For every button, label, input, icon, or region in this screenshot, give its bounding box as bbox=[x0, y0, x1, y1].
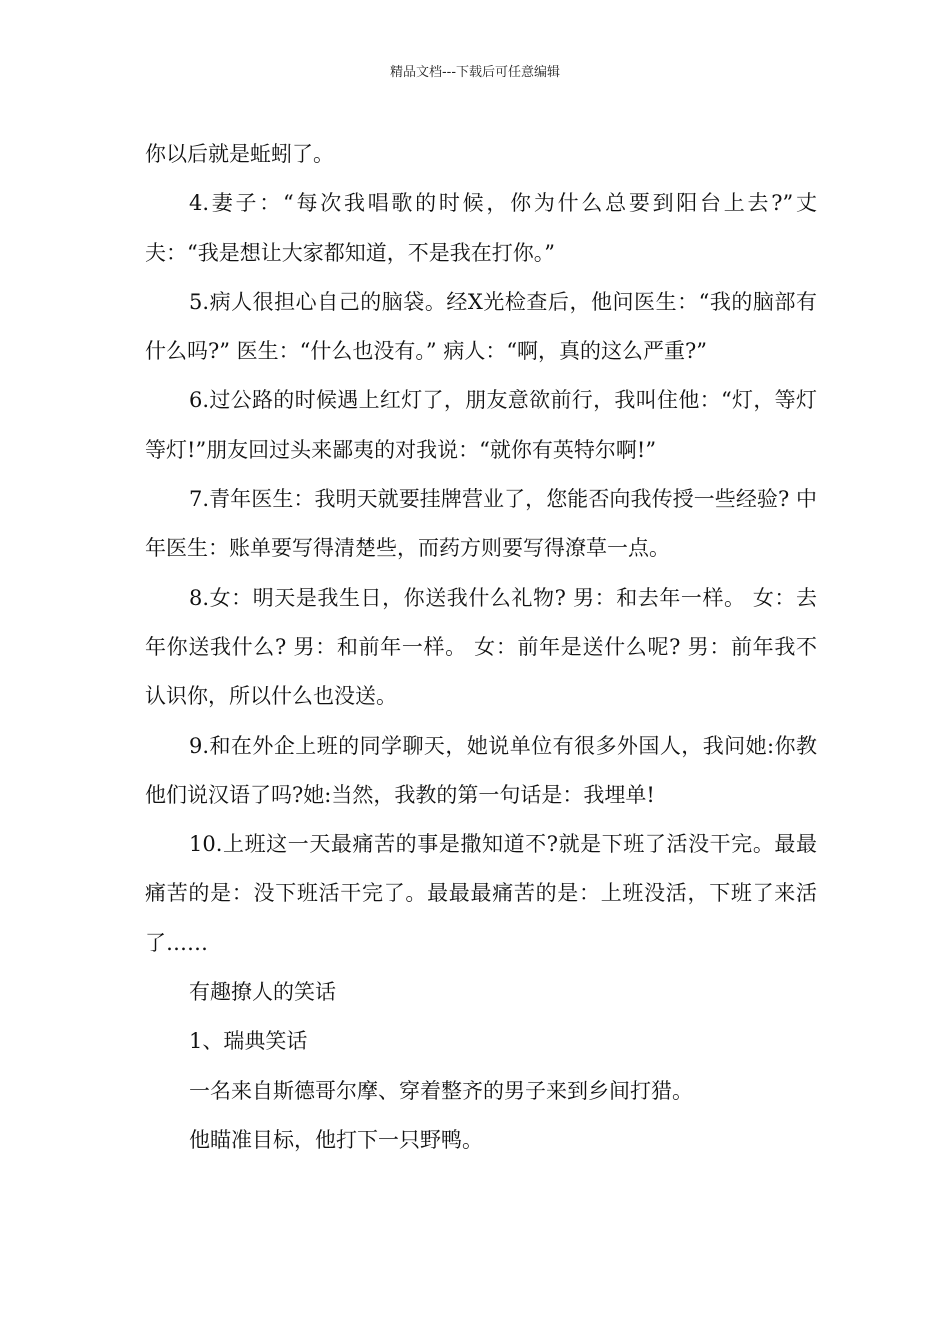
story-paragraph: 一名来自斯德哥尔摩、穿着整齐的男子来到乡间打猎。 bbox=[189, 1078, 693, 1103]
paragraph-continuation: 你以后就是蚯蚓了。 bbox=[145, 142, 334, 166]
story-paragraph: 他瞄准目标，他打下一只野鸭。 bbox=[189, 1127, 483, 1152]
joke-10: 10.上班这一天最痛苦的事是撒知道不?就是下班了活没干完。最最痛苦的是：没下班活干完了。最最最痛苦的是：上班没活，下班了来活了…… bbox=[145, 832, 817, 955]
joke-9: 9.和在外企上班的同学聊天，她说单位有很多外国人，我问她:你教他们说汉语了吗?她:当然，我教的第一句话是：我埋单! bbox=[145, 733, 817, 807]
document-body bbox=[145, 130, 817, 1165]
section-heading: 有趣撩人的笑话 bbox=[189, 980, 336, 1005]
joke-4: 4.妻子：“每次我唱歌的时候，你为什么总要到阳台上去?”丈夫：“我是想让大家都知道，不是我在打你。” bbox=[145, 191, 817, 265]
page-header: 精品文档---下载后可任意编辑 bbox=[389, 65, 561, 80]
joke-5: 5.病人很担心自己的脑袋。经X光检查后，他问医生：“我的脑部有什么吗?” 医生：“什么也没有。” 病人：“啊，真的这么严重?” bbox=[145, 289, 817, 364]
subsection-heading: 1、瑞典笑话 bbox=[189, 1029, 308, 1054]
joke-6: 6.过公路的时候遇上红灯了，朋友意欲前行，我叫住他：“灯，等灯等灯!”朋友回过头来鄙夷的对我说：“就你有英特尔啊!” bbox=[145, 388, 817, 462]
joke-7: 7.青年医生：我明天就要挂牌营业了，您能否向我传授一些经验? 中年医生：账单要写得清楚些，而药方则要写得潦草一点。 bbox=[145, 487, 817, 561]
joke-8: 8.女：明天是我生日，你送我什么礼物? 男：和去年一样。 女：去年你送我什么? 男：和前年一样。 女：前年是送什么呢? 男：前年我不认识你，所以什么也没送。 bbox=[145, 585, 817, 709]
